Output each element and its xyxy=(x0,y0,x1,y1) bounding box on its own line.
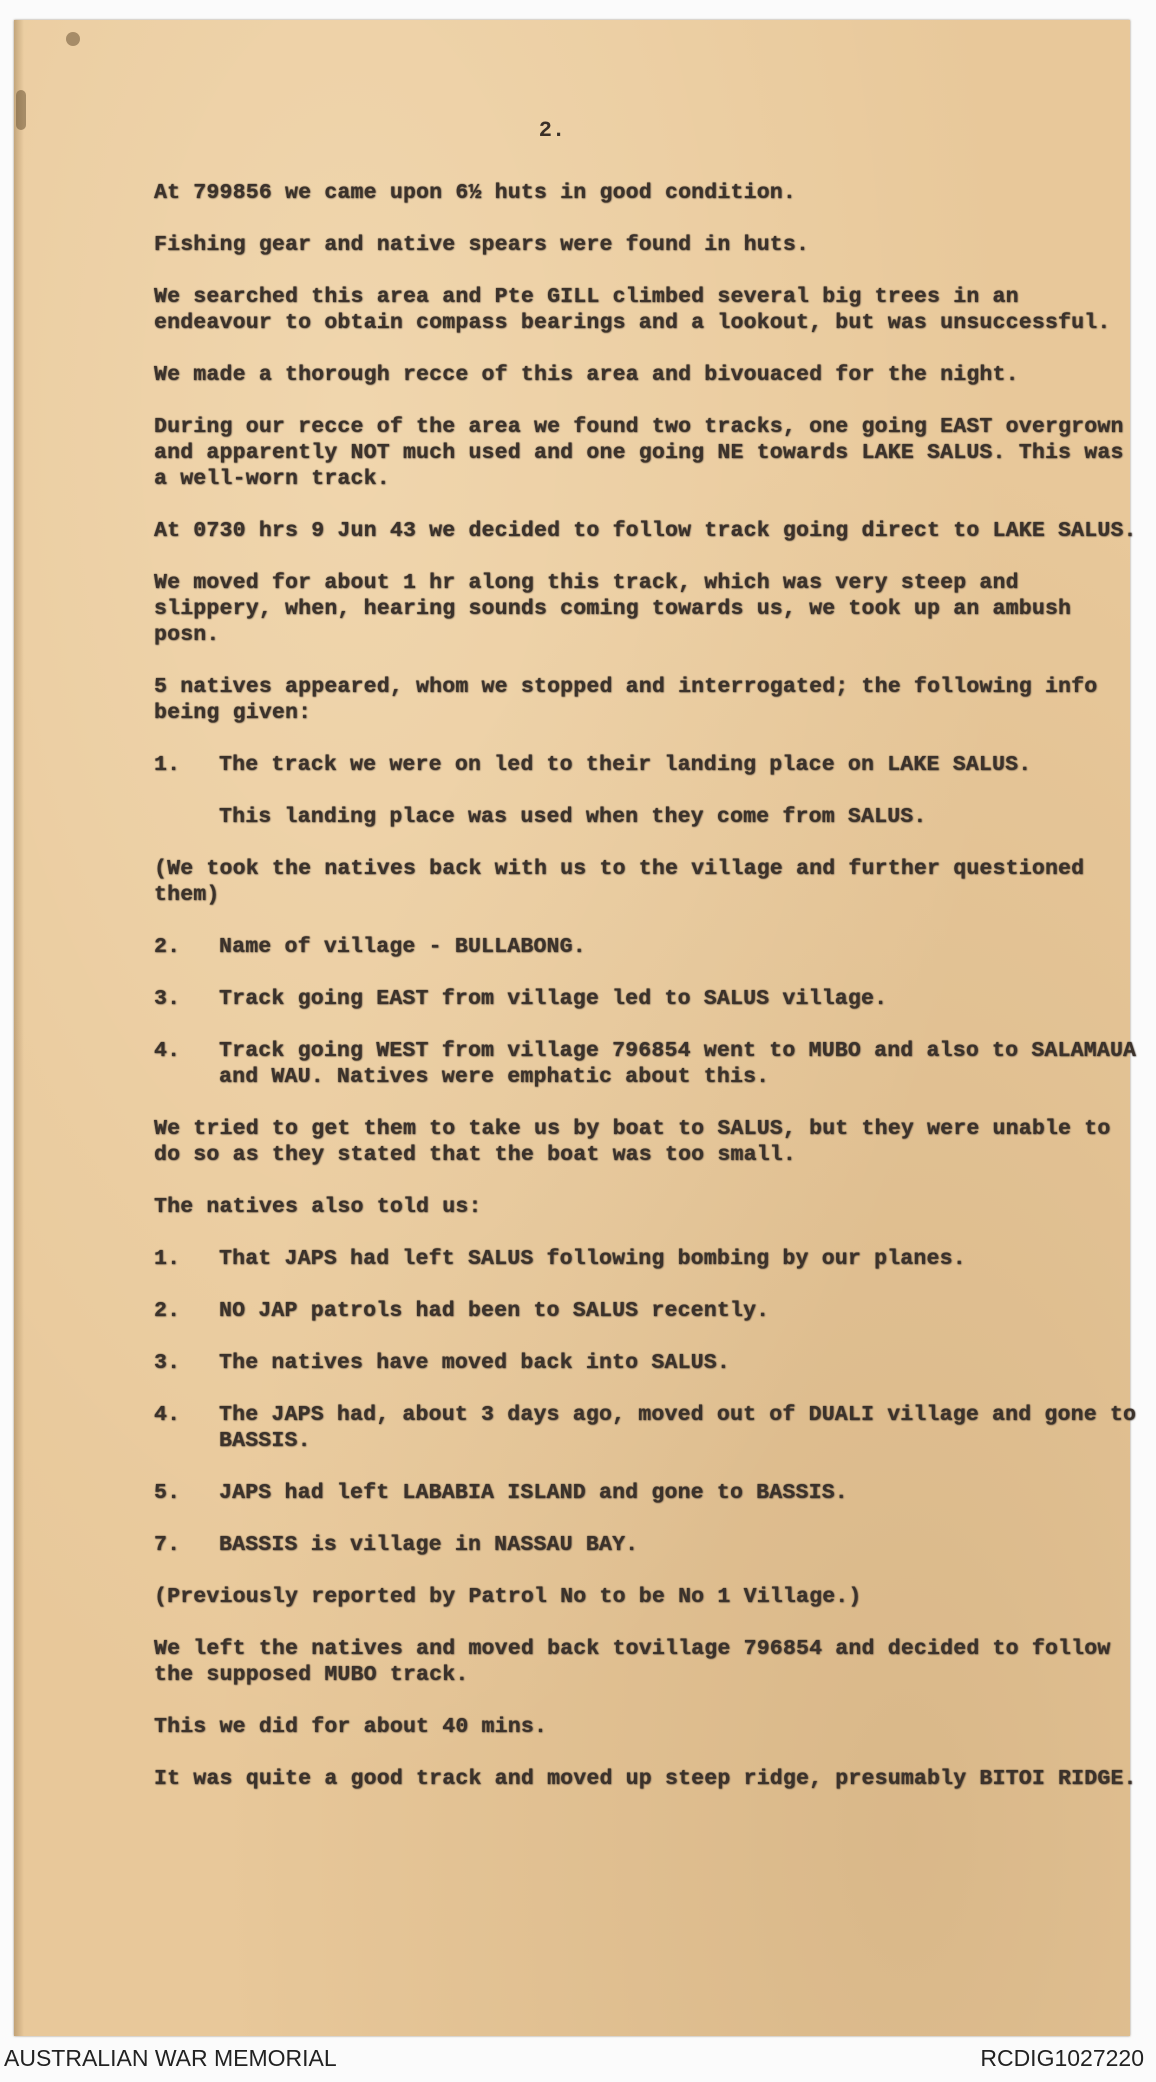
item-number: 1. xyxy=(154,753,181,777)
item-number: 3. xyxy=(154,987,181,1011)
paragraph: At 799856 we came upon 6½ huts in good condition. xyxy=(154,181,797,205)
item-text: Name of village - BULLABONG. xyxy=(219,935,586,959)
paragraph: At 0730 hrs 9 Jun 43 we decided to follow track going direct to LAKE SALUS. xyxy=(154,519,1137,543)
footer-record-id: RCDIG1027220 xyxy=(980,2045,1144,2071)
paragraph: We tried to get them to take us by boat to SALUS, but they were unable to do so as they stated that the boat was too small. xyxy=(154,1117,1111,1167)
paragraph: 5 natives appeared, whom we stopped and interrogated; the following info being given: xyxy=(154,675,1098,725)
paragraph: We made a thorough recce of this area and bivouaced for the night. xyxy=(154,363,1019,387)
paragraph: This we did for about 40 mins. xyxy=(154,1715,548,1739)
punch-hole-mark xyxy=(66,32,80,46)
item-text: NO JAP patrols had been to SALUS recently. xyxy=(219,1299,770,1323)
item-text: Track going WEST from village 796854 went to MUBO and also to SALAMAUA and WAU. Natives were emphatic about this. xyxy=(219,1039,1137,1089)
numbered-item xyxy=(154,986,1139,1012)
item-text: That JAPS had left SALUS following bombing by our planes. xyxy=(219,1247,966,1271)
item-number: 1. xyxy=(154,1247,181,1271)
numbered-item xyxy=(154,934,1139,960)
item-number: 7. xyxy=(154,1533,181,1557)
paragraph: We searched this area and Pte GILL climbed several big trees in an endeavour to obtain compass bearings and a lookout, but was unsuccessful. xyxy=(154,285,1111,335)
item-number: 2. xyxy=(154,935,181,959)
footer-institution: AUSTRALIAN WAR MEMORIAL xyxy=(4,2045,337,2071)
numbered-item xyxy=(154,1532,1139,1558)
paragraph: The natives also told us: xyxy=(154,1195,482,1219)
paragraph: During our recce of the area we found two tracks, one going EAST overgrown and apparently NOT much used and one going NE towards LAKE SALUS. This was a well-worn track. xyxy=(154,415,1124,491)
page-number: 2. xyxy=(538,118,566,143)
numbered-item xyxy=(154,1298,1139,1324)
indented-paragraph: This landing place was used when they come from SALUS. xyxy=(219,805,927,829)
page-edge-shadow xyxy=(14,20,24,2036)
numbered-item xyxy=(154,1402,1139,1454)
paragraph: We moved for about 1 hr along this track, which was very steep and slippery, when, hearing sounds coming towards us, we took up an ambush posn. xyxy=(154,571,1072,647)
footer xyxy=(0,2045,1156,2075)
numbered-item xyxy=(154,752,1139,778)
item-text: The track we were on led to their landing place on LAKE SALUS. xyxy=(219,753,1032,777)
item-number: 4. xyxy=(154,1403,181,1427)
item-number: 3. xyxy=(154,1351,181,1375)
numbered-item xyxy=(154,1038,1139,1090)
numbered-item xyxy=(154,1350,1139,1376)
item-number: 5. xyxy=(154,1481,181,1505)
item-text: BASSIS is village in NASSAU BAY. xyxy=(219,1533,639,1557)
item-text: The natives have moved back into SALUS. xyxy=(219,1351,730,1375)
numbered-item xyxy=(154,1246,1139,1272)
item-text: JAPS had left LABABIA ISLAND and gone to BASSIS. xyxy=(219,1481,848,1505)
paragraph: We left the natives and moved back tovillage 796854 and decided to follow the supposed MUBO track. xyxy=(154,1637,1111,1687)
item-number: 4. xyxy=(154,1039,181,1063)
paragraph: (Previously reported by Patrol No to be No 1 Village.) xyxy=(154,1585,862,1609)
item-text: The JAPS had, about 3 days ago, moved out of DUALI village and gone to BASSIS. xyxy=(219,1403,1137,1453)
paragraph: (We took the natives back with us to the village and further questioned them) xyxy=(154,857,1085,907)
paragraph: Fishing gear and native spears were found in huts. xyxy=(154,233,810,257)
item-number: 2. xyxy=(154,1299,181,1323)
document-page xyxy=(14,20,1137,2036)
paragraph: It was quite a good track and moved up steep ridge, presumably BITOI RIDGE. xyxy=(154,1767,1137,1791)
numbered-item xyxy=(154,1480,1139,1506)
document-body xyxy=(154,180,1139,1818)
item-text: Track going EAST from village led to SALUS village. xyxy=(219,987,888,1011)
